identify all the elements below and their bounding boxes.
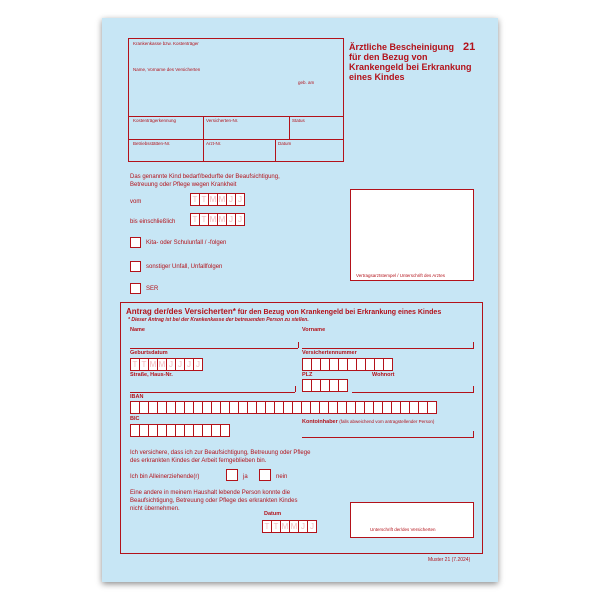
other-line-1: Eine andere in meinem Haushalt lebende Person konnte die xyxy=(130,490,291,496)
form-title-line-2: für den Bezug von xyxy=(349,52,428,62)
versichertennummer-cells[interactable] xyxy=(302,358,392,371)
wohnort-label: Wohnort xyxy=(372,372,395,378)
nein-checkbox[interactable] xyxy=(259,469,271,481)
form-number: 21 xyxy=(463,41,476,53)
divider-line xyxy=(128,116,344,117)
ja-checkbox[interactable] xyxy=(226,469,238,481)
status-label: Status xyxy=(292,118,305,123)
iban-cells[interactable] xyxy=(130,401,436,414)
betriebsstaetten-label: Betriebsstätten-Nr. xyxy=(133,141,171,146)
name-field-line[interactable] xyxy=(130,348,298,349)
unfall-label: sonstiger Unfall, Unfallfolgen xyxy=(146,264,223,270)
field-tick xyxy=(473,342,474,348)
plz-label: PLZ xyxy=(302,372,313,378)
iban-label: IBAN xyxy=(130,394,144,400)
divider-vline xyxy=(275,139,276,162)
kasse-label: Krankenkasse bzw. Kostenträger xyxy=(133,41,199,46)
nein-label: nein xyxy=(276,474,288,480)
allein-label: Ich bin Alleinerziehende(r) xyxy=(130,474,200,480)
arzt-nr-label: Arzt-Nr. xyxy=(206,141,222,146)
bis-date-cells[interactable]: T T M M J J xyxy=(190,213,244,226)
vom-date-cells[interactable]: T T M M J J xyxy=(190,193,244,206)
geb-label: geb. am xyxy=(298,80,315,85)
bic-label: BIC xyxy=(130,416,140,422)
form-title-line-3: Krankengeld bei Erkrankung xyxy=(349,62,472,72)
ser-label: SER xyxy=(146,286,159,292)
application-heading: Antrag der/des Versicherten* für den Bezug von Krankengeld bei Erkrankung eines Kindes xyxy=(126,307,442,316)
geburtsdatum-cells[interactable]: T T M M J J J J xyxy=(130,358,202,371)
stamp-label: Vertragsarztstempel / Unterschrift des Arztes xyxy=(356,273,446,278)
vom-label: vom xyxy=(130,199,142,205)
field-tick xyxy=(298,342,299,348)
name-field-label: Name xyxy=(130,327,145,333)
divider-vline xyxy=(289,116,290,139)
signature-box[interactable] xyxy=(350,502,474,538)
other-line-3: nicht übernehmen. xyxy=(130,506,180,512)
signature-label: Unterschrift der/des Versicherten xyxy=(370,527,436,532)
wohnort-field-line[interactable] xyxy=(352,392,474,393)
form-title-line-1: Ärztliche Bescheinigung xyxy=(349,42,455,52)
form-page xyxy=(102,18,498,582)
versicherten-nr-label: Versicherten-Nr. xyxy=(206,118,239,123)
field-tick xyxy=(473,386,474,392)
geburtsdatum-label: Geburtsdatum xyxy=(130,350,168,356)
kontoinhaber-label: Kontoinhaber (falls abweichend vom antragstellender Person) xyxy=(302,419,435,425)
name-label: Name, Vorname des Versicherten xyxy=(133,67,201,72)
datum-label: Datum xyxy=(278,141,292,146)
doctor-stamp-box[interactable] xyxy=(350,189,474,281)
other-line-2: Beaufsichtigung, Betreuung oder Pflege des erkrankten Kindes xyxy=(130,498,298,504)
ser-checkbox[interactable] xyxy=(130,283,141,294)
vorname-field-line[interactable] xyxy=(302,348,474,349)
plz-cells[interactable] xyxy=(302,379,347,392)
bic-cells[interactable] xyxy=(130,424,229,437)
kostentraeger-label: Kostenträgerkennung xyxy=(133,118,177,123)
field-tick xyxy=(473,431,474,437)
divider-line xyxy=(128,139,344,140)
kita-checkbox[interactable] xyxy=(130,237,141,248)
ja-label: ja xyxy=(243,474,248,480)
statement-line-2: Betreuung oder Pflege wegen Krankheit xyxy=(130,182,237,188)
strasse-field-line[interactable] xyxy=(130,392,295,393)
application-note: * Dieser Antrag ist bei der Krankenkasse der betreuenden Person zu stellen. xyxy=(128,317,309,323)
assurance-line-2: des erkrankten Kindes der Arbeit ferngeblieben bin. xyxy=(130,458,267,464)
versichertennummer-label: Versichertennummer xyxy=(302,350,357,356)
assurance-line-1: Ich versichere, dass ich zur Beaufsichtigung, Betreuung oder Pflege xyxy=(130,450,311,456)
unfall-checkbox[interactable] xyxy=(130,261,141,272)
kita-label: Kita- oder Schulunfall / -folgen xyxy=(146,240,227,246)
form-title-line-4: eines Kindes xyxy=(349,72,405,82)
applicant-datum-cells[interactable]: T T M M J J xyxy=(262,520,316,533)
form-footer: Muster 21 (7.2024) xyxy=(428,557,471,563)
vorname-field-label: Vorname xyxy=(302,327,326,333)
applicant-datum-label: Datum xyxy=(264,511,282,517)
kontoinhaber-field-line[interactable] xyxy=(302,437,474,438)
field-tick xyxy=(295,386,296,392)
strasse-label: Straße, Haus-Nr. xyxy=(130,372,173,378)
statement-line-1: Das genannte Kind bedarf/bedurfte der Beaufsichtigung, xyxy=(130,174,280,180)
bis-label: bis einschließlich xyxy=(130,219,176,225)
